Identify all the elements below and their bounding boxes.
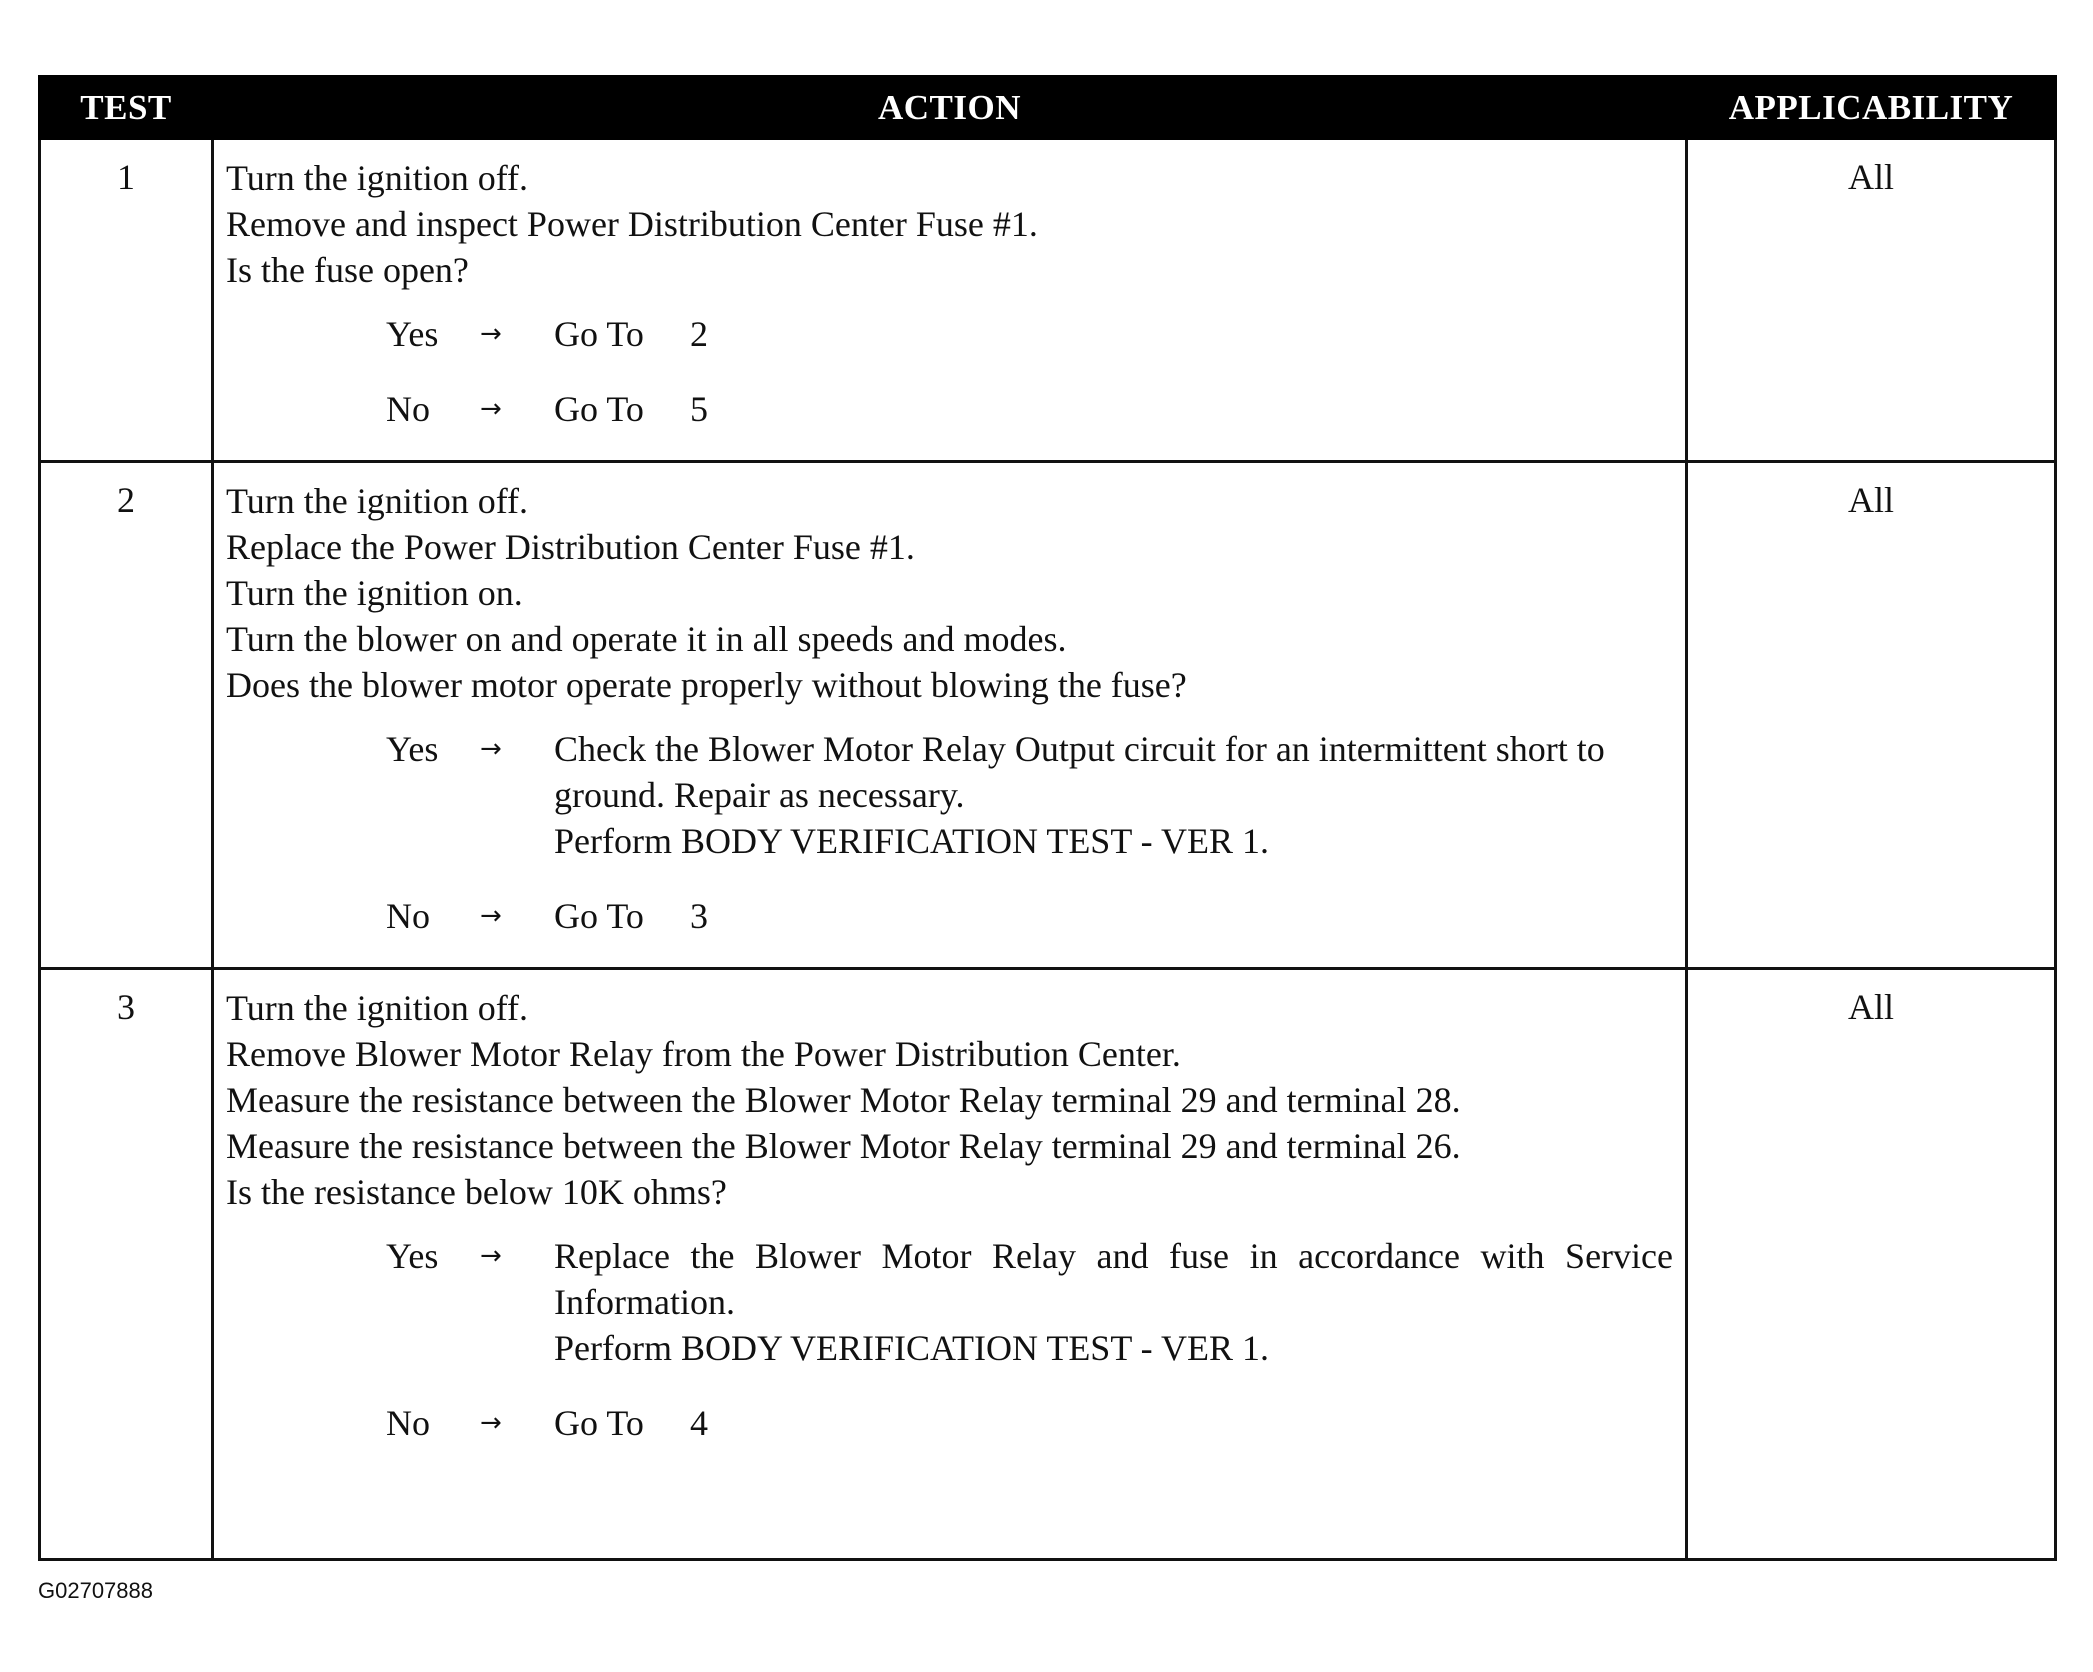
goto-target: 3 xyxy=(690,896,708,936)
outcome-line: Check the Blower Motor Relay Output circuit for an intermittent short to ground. Repair as necessary. xyxy=(554,729,1605,815)
test-number: 2 xyxy=(40,462,213,969)
outcome-label: Yes xyxy=(386,1236,439,1276)
outcome-no xyxy=(226,386,1673,432)
test-number: 3 xyxy=(40,969,213,1560)
action-step: Does the blower motor operate properly without blowing the fuse? xyxy=(226,665,1187,705)
action-cell xyxy=(213,462,1687,969)
right-arrow-icon: → xyxy=(480,394,502,424)
action-step: Replace the Power Distribution Center Fuse #1. xyxy=(226,527,915,567)
header-action: ACTION xyxy=(213,77,1687,139)
right-arrow-icon: → xyxy=(480,734,502,764)
outcomes xyxy=(226,311,1673,432)
goto-word: Go To xyxy=(554,389,644,429)
outcome-yes xyxy=(226,726,1673,864)
action-step: Turn the ignition off. xyxy=(226,988,529,1028)
action-step: Is the fuse open? xyxy=(226,250,469,290)
right-arrow-icon: → xyxy=(480,319,502,349)
goto-word: Go To xyxy=(554,896,644,936)
diagnostic-test-table xyxy=(38,75,2057,1561)
outcome-goto xyxy=(554,311,1673,357)
outcome-yes xyxy=(226,311,1673,357)
outcome-no xyxy=(226,893,1673,939)
action-step: Turn the blower on and operate it in all speeds and modes. xyxy=(226,619,1067,659)
outcome-label: Yes xyxy=(386,314,439,354)
action-step: Is the resistance below 10K ohms? xyxy=(226,1172,727,1212)
applicability-value: All xyxy=(1687,462,2056,969)
action-cell xyxy=(213,139,1687,462)
goto-target: 5 xyxy=(690,389,708,429)
goto-target: 4 xyxy=(690,1403,708,1443)
test-number: 1 xyxy=(40,139,213,462)
outcome-goto xyxy=(554,893,1673,939)
outcomes xyxy=(226,1233,1673,1446)
table-row xyxy=(40,139,2056,462)
right-arrow-icon: → xyxy=(480,1408,502,1438)
outcome-label: No xyxy=(386,896,430,936)
action-step: Remove and inspect Power Distribution Center Fuse #1. xyxy=(226,204,1038,244)
goto-word: Go To xyxy=(554,314,644,354)
table-header-row xyxy=(40,77,2056,139)
goto-word: Go To xyxy=(554,1403,644,1443)
outcome-line: Replace the Blower Motor Relay and fuse in accordance with Service Information. xyxy=(554,1236,1673,1322)
applicability-value: All xyxy=(1687,969,2056,1560)
outcome-yes xyxy=(226,1233,1673,1371)
table-row xyxy=(40,462,2056,969)
action-step: Turn the ignition off. xyxy=(226,158,529,198)
action-step: Measure the resistance between the Blower Motor Relay terminal 29 and terminal 26. xyxy=(226,1126,1461,1166)
action-cell xyxy=(213,969,1687,1560)
outcome-label: No xyxy=(386,389,430,429)
outcome-goto xyxy=(554,386,1673,432)
outcome-line: Perform BODY VERIFICATION TEST - VER 1. xyxy=(554,1328,1270,1368)
action-step: Turn the ignition on. xyxy=(226,573,523,613)
outcome-goto xyxy=(554,1400,1673,1446)
goto-target: 2 xyxy=(690,314,708,354)
table-row xyxy=(40,969,2056,1560)
figure-id: G02707888 xyxy=(38,1578,153,1603)
applicability-value: All xyxy=(1687,139,2056,462)
outcome-no xyxy=(226,1400,1673,1446)
outcome-line: Perform BODY VERIFICATION TEST - VER 1. xyxy=(554,821,1270,861)
right-arrow-icon: → xyxy=(480,901,502,931)
action-step: Turn the ignition off. xyxy=(226,481,529,521)
outcome-text xyxy=(554,726,1673,864)
outcomes xyxy=(226,726,1673,939)
action-step: Measure the resistance between the Blower Motor Relay terminal 29 and terminal 28. xyxy=(226,1080,1461,1120)
right-arrow-icon: → xyxy=(480,1241,502,1271)
header-applicability: APPLICABILITY xyxy=(1687,77,2056,139)
header-test: TEST xyxy=(40,77,213,139)
outcome-label: Yes xyxy=(386,729,439,769)
action-step: Remove Blower Motor Relay from the Power Distribution Center. xyxy=(226,1034,1181,1074)
outcome-label: No xyxy=(386,1403,430,1443)
outcome-text xyxy=(554,1233,1673,1371)
